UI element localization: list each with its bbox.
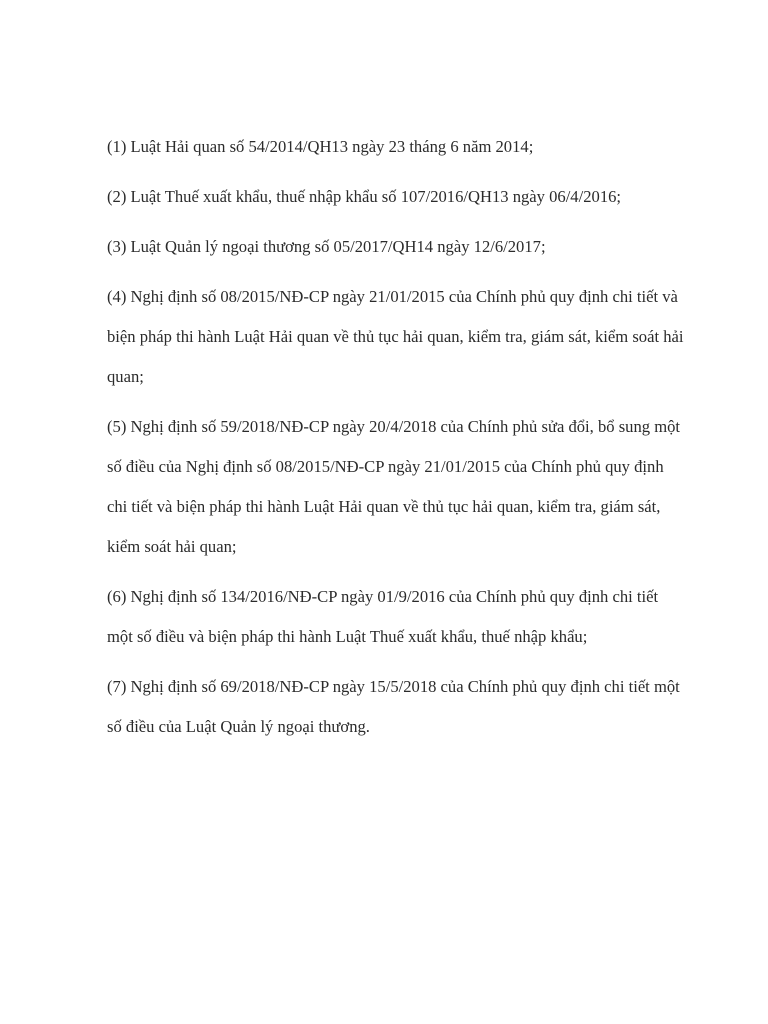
reference-line: (3) Luật Quản lý ngoại thương số 05/2017/QH14 ngày 12/6/2017; (107, 237, 546, 256)
reference-line: biện pháp thi hành Luật Hải quan về thủ tục hải quan, kiểm tra, giám sát, kiểm soát hải (107, 327, 684, 346)
reference-line: (4) Nghị định số 08/2015/NĐ-CP ngày 21/01/2015 của Chính phủ quy định chi tiết và (107, 287, 678, 306)
reference-line: số điều của Nghị định số 08/2015/NĐ-CP ngày 21/01/2015 của Chính phủ quy định (107, 457, 664, 476)
reference-line: (7) Nghị định số 69/2018/NĐ-CP ngày 15/5/2018 của Chính phủ quy định chi tiết một (107, 677, 680, 696)
reference-line: số điều của Luật Quản lý ngoại thương. (107, 717, 370, 736)
legal-reference-item-1 (107, 127, 702, 167)
legal-reference-item-5 (107, 407, 702, 567)
reference-line: quan; (107, 367, 144, 386)
reference-line: kiểm soát hải quan; (107, 537, 237, 556)
legal-reference-item-6 (107, 577, 702, 657)
legal-reference-item-3 (107, 227, 702, 267)
reference-line: (5) Nghị định số 59/2018/NĐ-CP ngày 20/4/2018 của Chính phủ sửa đổi, bổ sung một (107, 417, 681, 436)
legal-reference-item-2 (107, 177, 702, 217)
reference-line: chi tiết và biện pháp thi hành Luật Hải quan về thủ tục hải quan, kiểm tra, giám sát, (107, 497, 661, 516)
reference-line: (2) Luật Thuế xuất khẩu, thuế nhập khẩu số 107/2016/QH13 ngày 06/4/2016; (107, 187, 622, 206)
reference-line: một số điều và biện pháp thi hành Luật Thuế xuất khẩu, thuế nhập khẩu; (107, 627, 588, 646)
legal-reference-item-7 (107, 667, 702, 747)
reference-line: (6) Nghị định số 134/2016/NĐ-CP ngày 01/9/2016 của Chính phủ quy định chi tiết (107, 587, 659, 606)
legal-reference-item-4 (107, 277, 702, 397)
reference-line: (1) Luật Hải quan số 54/2014/QH13 ngày 23 tháng 6 năm 2014; (107, 137, 534, 156)
